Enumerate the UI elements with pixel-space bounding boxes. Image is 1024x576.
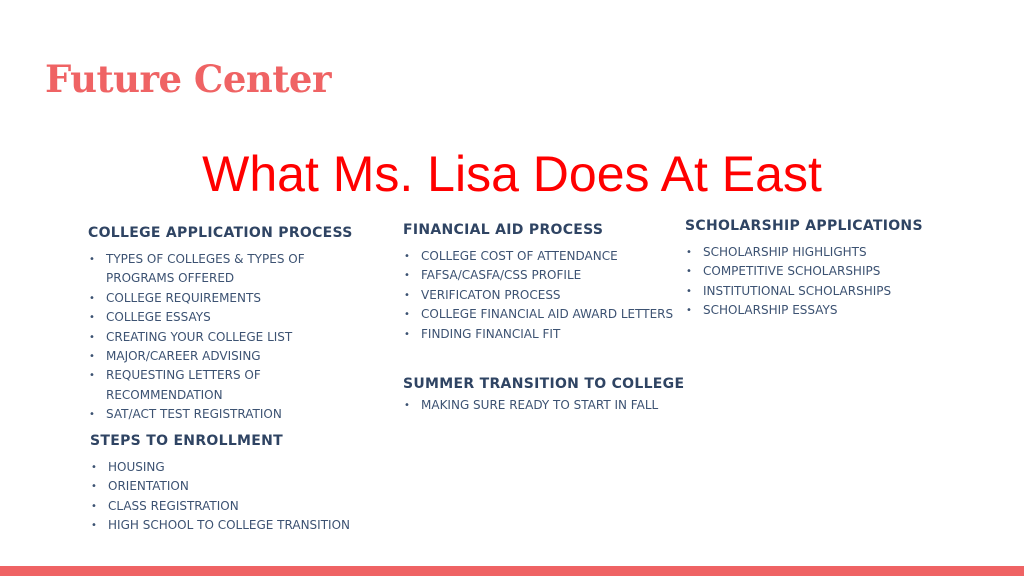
list-item	[88, 405, 338, 424]
financial-aid-list	[403, 247, 693, 344]
list-item	[685, 262, 965, 281]
list-item-label: MAJOR/CAREER ADVISING	[106, 349, 261, 364]
list-item	[685, 243, 965, 262]
list-item	[685, 301, 965, 320]
list-item-label: COLLEGE REQUIREMENTS	[106, 290, 261, 305]
section-title: STEPS TO ENROLLMENT	[90, 433, 284, 449]
section-title: SCHOLARSHIP APPLICATIONS	[685, 218, 923, 234]
bullet-icon: •	[89, 254, 95, 265]
list-item	[403, 266, 693, 285]
list-item-label: TYPES OF COLLEGES & TYPES OF PROGRAMS OFFERED	[106, 252, 305, 286]
list-item-label: COLLEGE COST OF ATTENDANCE	[421, 249, 618, 263]
list-item-label: SAT/ACT TEST REGISTRATION	[106, 407, 282, 422]
list-item-label: REQUESTING LETTERS OF RECOMMENDATION	[106, 368, 261, 402]
section-title: SUMMER TRANSITION TO COLLEGE	[403, 376, 685, 392]
bullet-icon: •	[404, 270, 410, 282]
slide-headline: What Ms. Lisa Does At East	[202, 146, 822, 202]
list-item	[403, 247, 693, 266]
list-item	[90, 477, 380, 496]
list-item-label: CREATING YOUR COLLEGE LIST	[106, 329, 293, 344]
list-item-label: MAKING SURE READY TO START IN FALL	[421, 398, 659, 412]
list-item	[90, 458, 380, 477]
section-summer-transition	[403, 375, 703, 415]
bullet-icon: •	[404, 309, 410, 321]
scholarship-applications-list	[685, 243, 965, 321]
bullet-icon: •	[686, 266, 692, 278]
list-item-label: CLASS REGISTRATION	[108, 498, 239, 513]
college-application-list	[88, 250, 338, 425]
bullet-icon: •	[91, 520, 97, 532]
section-college-application	[88, 224, 353, 425]
list-item	[88, 250, 338, 289]
list-item-label: COLLEGE ESSAYS	[106, 310, 211, 325]
list-item	[90, 497, 380, 516]
list-item	[88, 289, 338, 308]
list-item-label: ORIENTATION	[108, 479, 189, 494]
list-item	[88, 328, 338, 347]
list-item	[88, 347, 338, 366]
bullet-icon: •	[686, 247, 692, 258]
list-item-label: VERIFICATON PROCESS	[421, 287, 561, 302]
list-item-label: COMPETITIVE SCHOLARSHIPS	[703, 264, 881, 279]
list-item	[403, 286, 693, 305]
bullet-icon: •	[89, 409, 95, 421]
list-item-label: SCHOLARSHIP HIGHLIGHTS	[703, 245, 867, 259]
bullet-icon: •	[404, 251, 410, 262]
section-title: COLLEGE APPLICATION PROCESS	[88, 225, 353, 241]
bullet-icon: •	[89, 370, 95, 382]
bullet-icon: •	[91, 500, 97, 512]
bullet-icon: •	[686, 305, 692, 317]
section-title: FINANCIAL AID PROCESS	[403, 222, 604, 238]
brand-title: Future Center	[45, 57, 331, 101]
list-item	[403, 305, 693, 324]
list-item	[403, 325, 693, 344]
bullet-icon: •	[91, 481, 97, 493]
section-steps-to-enrollment	[90, 432, 380, 536]
bullet-icon: •	[404, 328, 410, 340]
list-item-label: FAFSA/CASFA/CSS PROFILE	[421, 268, 582, 283]
list-item-label: INSTITUTIONAL SCHOLARSHIPS	[703, 283, 892, 298]
list-item-label: HOUSING	[108, 460, 165, 474]
section-scholarship-applications	[685, 217, 965, 321]
list-item-label: SCHOLARSHIP ESSAYS	[703, 303, 838, 318]
list-item	[403, 396, 703, 415]
bullet-icon: •	[89, 331, 95, 343]
list-item-label: FINDING FINANCIAL FIT	[421, 326, 561, 341]
bullet-icon: •	[89, 312, 95, 324]
bullet-icon: •	[686, 285, 692, 297]
bullet-icon: •	[89, 292, 95, 304]
footer-accent-bar	[0, 566, 1024, 576]
summer-transition-list	[403, 396, 703, 415]
bullet-icon: •	[404, 400, 410, 411]
list-item	[88, 366, 338, 405]
bullet-icon: •	[89, 351, 95, 363]
list-item-label: HIGH SCHOOL TO COLLEGE TRANSITION	[108, 518, 350, 533]
bullet-icon: •	[404, 289, 410, 301]
list-item	[685, 282, 965, 301]
list-item	[90, 516, 380, 535]
list-item	[88, 308, 338, 327]
section-financial-aid	[403, 221, 693, 344]
bullet-icon: •	[91, 462, 97, 473]
steps-to-enrollment-list	[90, 458, 380, 536]
list-item-label: COLLEGE FINANCIAL AID AWARD LETTERS	[421, 307, 674, 322]
